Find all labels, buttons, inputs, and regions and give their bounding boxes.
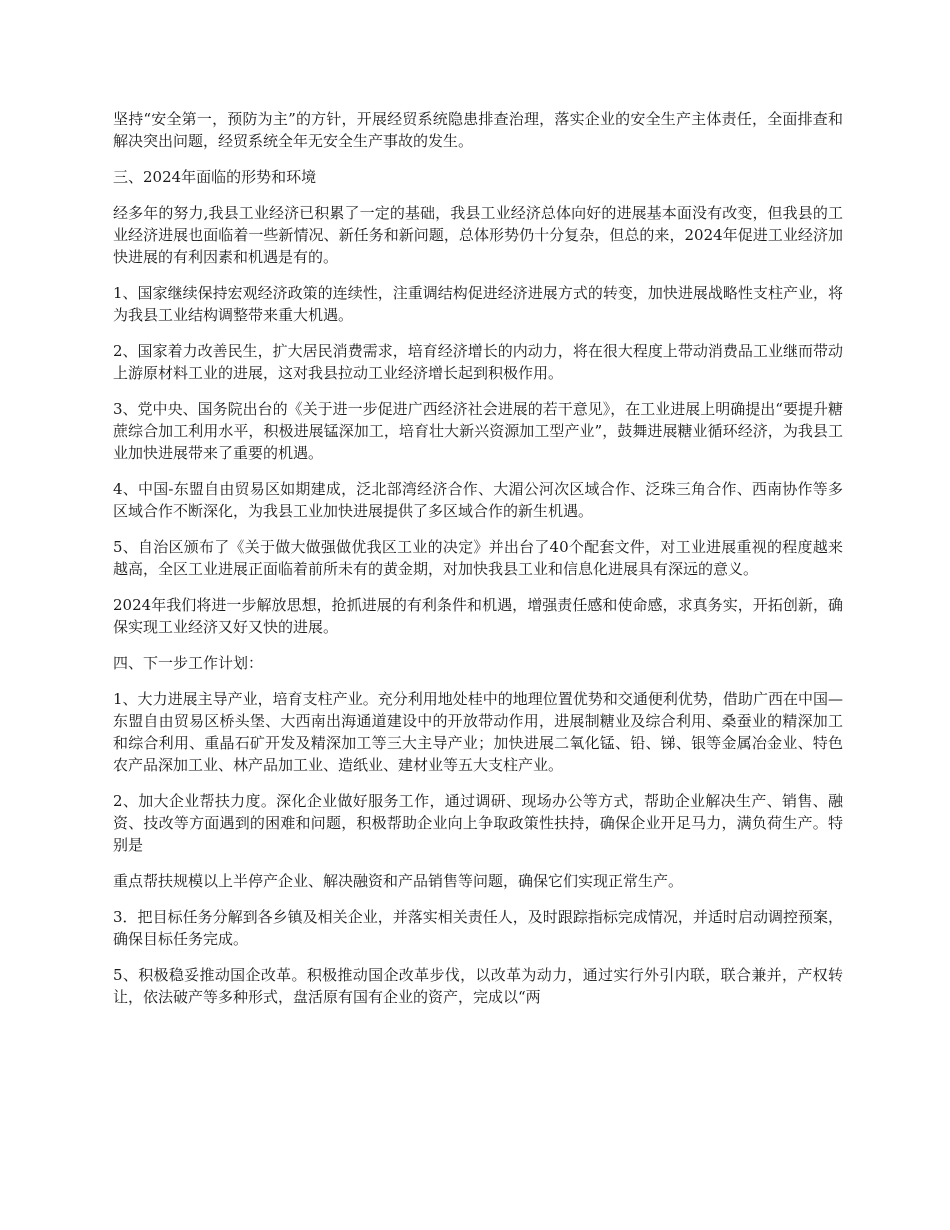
paragraph-plan-2: 2、加大企业帮扶力度。深化企业做好服务工作，通过调研、现场办公等方式，帮助企业解决生产、销售、融资、技改等方面遇到的困难和问题，积极帮助企业向上争取政策性扶持，确保企业开足马力，满负荷生产。特别是 [113,792,843,854]
section-heading-situation: 三、2024年面临的形势和环境 [113,168,317,186]
paragraph-item-2: 2、国家着力改善民生，扩大居民消费需求，培育经济增长的内动力，将在很大程度上带动消费品工业继而带动上游原材料工业的进展，这对我县拉动工业经济增长起到积极作用。 [113,342,843,382]
paragraph-item-3: 3、党中央、国务院出台的《关于进一步促进广西经济社会进展的若干意见》，在工业进展上明确提出“要提升糖蔗综合加工利用水平，积极进展锰深加工，培育壮大新兴资源加工型产业”，鼓舞进展糖业循环经济，为我县工业加快进展带来了重要的机遇。 [113,400,843,462]
paragraph-plan-1: 1、大力进展主导产业，培育支柱产业。充分利用地处桂中的地理位置优势和交通便利优势，借助广西在中国—东盟自由贸易区桥头堡、大西南出海通道建设中的开放带动作用，进展制糖业及综合利用、桑蚕业的精深加工和综合利用、重晶石矿开发及精深加工等三大主导产业；加快进展二氧化锰、铅、锑、银等金属冶金业、特色农产品深加工业、林产品加工业、造纸业、建材业等五大支柱产业。 [113,690,843,774]
paragraph-safety-policy: 坚持“安全第一，预防为主”的方针，开展经贸系统隐患排查治理，落实企业的安全生产主体责任，全面排查和解决突出问题，经贸系统全年无安全生产事故的发生。 [113,110,843,150]
paragraph-item-5: 5、自治区颁布了《关于做大做强做优我区工业的决定》并出台了40个配套文件，对工业进展重视的程度越来越高，全区工业进展正面临着前所未有的黄金期，对加快我县工业和信息化进展具有深远的意义。 [113,538,843,578]
document-page [113,108,843,1022]
paragraph-item-4: 4、中国-东盟自由贸易区如期建成，泛北部湾经济合作、大湄公河次区域合作、泛珠三角合作、西南协作等多区域合作不断深化，为我县工业加快进展提供了多区域合作的新生机遇。 [113,480,843,520]
paragraph-economy-overview: 经多年的努力,我县工业经济已积累了一定的基础，我县工业经济总体向好的进展基本面没有改变，但我县的工业经济进展也面临着一些新情况、新任务和新问题，总体形势仍十分复杂，但总的来，2024年促进工业经济加快进展的有利因素和机遇是有的。 [113,204,843,266]
paragraph-plan-5: 5、积极稳妥推动国企改革。积极推动国企改革步伐，以改革为动力，通过实行外引内联，联合兼并，产权转让，依法破产等多种形式，盘活原有国有企业的资产，完成以“两 [113,966,843,1006]
paragraph-item-1: 1、国家继续保持宏观经济政策的连续性，注重调结构促进经济进展方式的转变，加快进展战略性支柱产业，将为我县工业结构调整带来重大机遇。 [113,284,843,324]
paragraph-plan-2-continued: 重点帮扶规模以上半停产企业、解决融资和产品销售等问题，确保它们实现正常生产。 [113,872,684,890]
paragraph-2024-outlook: 2024年我们将进一步解放思想，抢抓进展的有利条件和机遇，增强责任感和使命感，求真务实，开拓创新，确保实现工业经济又好又快的进展。 [113,596,843,636]
paragraph-plan-3: 3．把目标任务分解到各乡镇及相关企业，并落实相关责任人，及时跟踪指标完成情况，并适时启动调控预案，确保目标任务完成。 [113,908,843,948]
section-heading-work-plan: 四、下一步工作计划： [113,654,264,672]
